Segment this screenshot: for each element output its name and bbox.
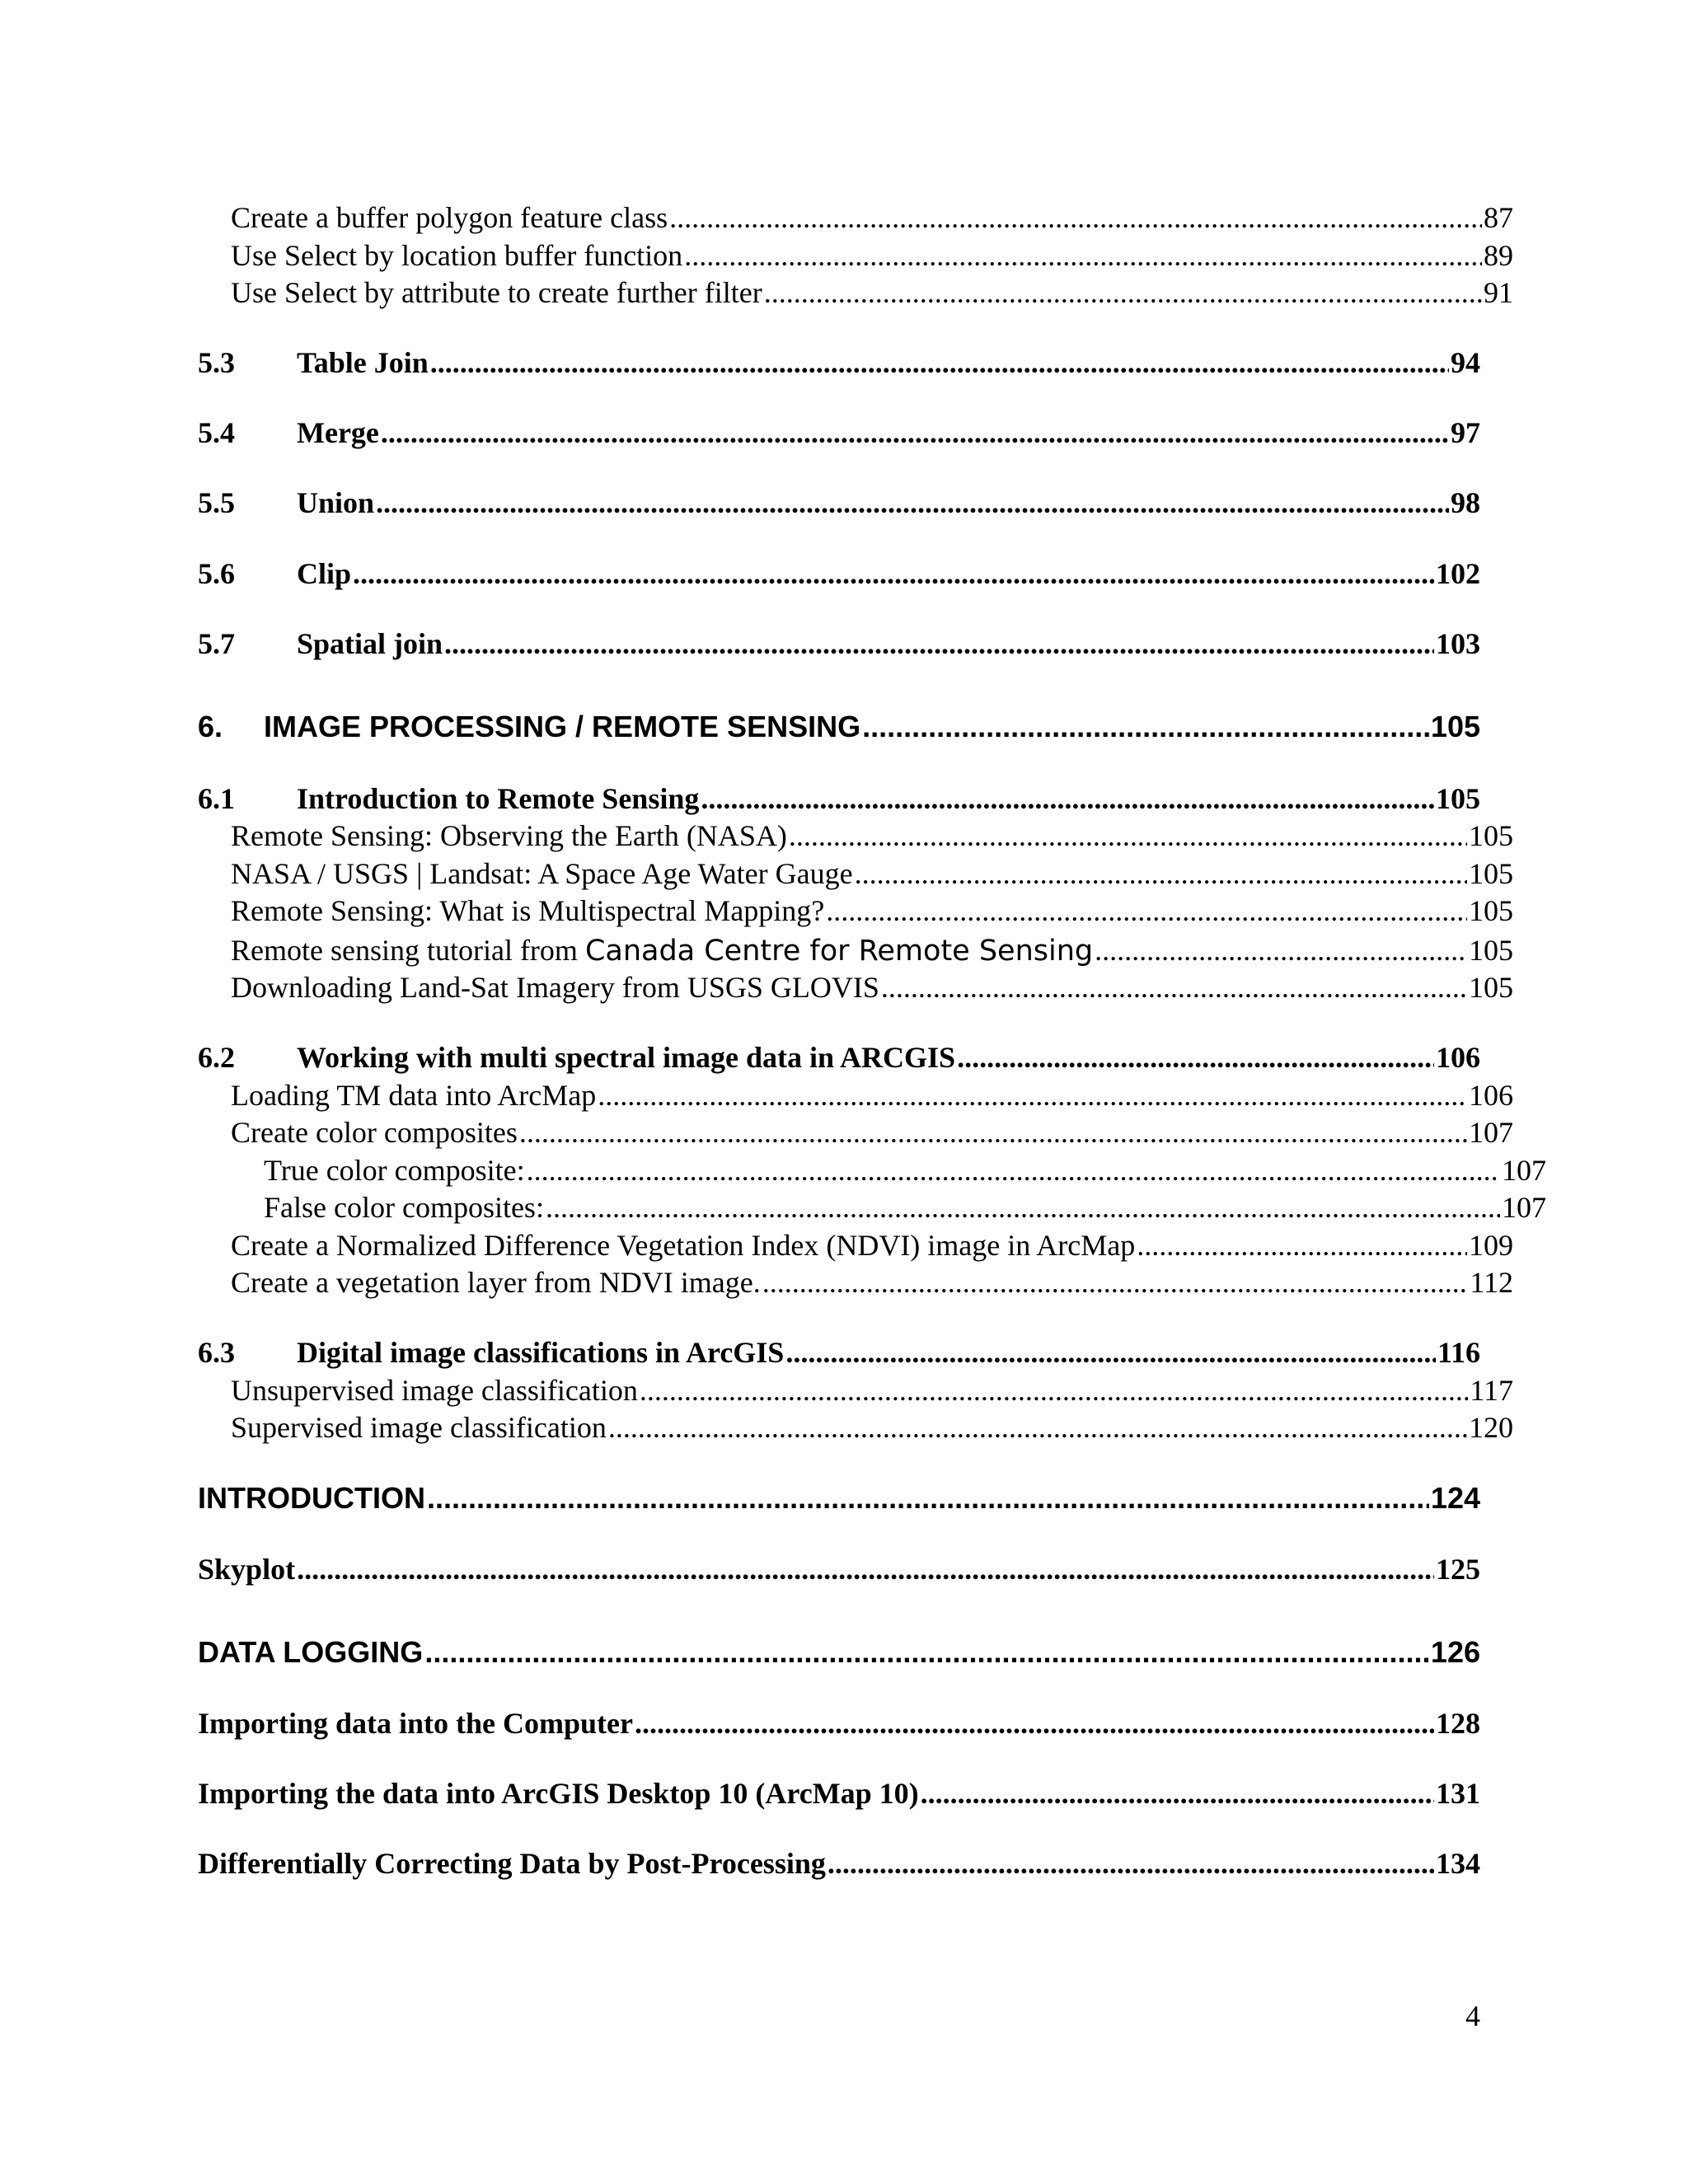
toc-entry-number: 6.3: [198, 1336, 235, 1369]
dot-leader: [669, 200, 1482, 235]
toc-entry-page: 91: [1484, 276, 1513, 309]
toc-entry-page: 89: [1484, 239, 1513, 272]
dot-leader: [921, 1776, 1434, 1811]
toc-entry-title-text: Supervised image classification: [231, 1411, 607, 1444]
toc-entry-page: 87: [1484, 201, 1513, 234]
toc-entry-title: [231, 275, 762, 310]
toc-entry-page: 94: [1451, 346, 1480, 379]
toc-entry-title: [231, 818, 787, 853]
toc-entry[interactable]: [198, 1373, 1513, 1408]
toc-entry-title-text: False color composites:: [264, 1191, 544, 1224]
toc-entry-title-text: Importing the data into ArcGIS Desktop 10 (ArcMap 10): [198, 1777, 919, 1810]
toc-entry-title: [198, 1846, 826, 1881]
dot-leader: [598, 1078, 1467, 1113]
toc-entry-page: 105: [1469, 934, 1513, 967]
dot-leader: [640, 1373, 1468, 1408]
toc-entry-title-text: Use Select by location buffer function: [231, 239, 683, 272]
toc-entry-page: 116: [1437, 1336, 1480, 1369]
toc-entry-title-text: Create a vegetation layer from NDVI image.: [231, 1266, 761, 1299]
toc-entry-page: 105: [1430, 710, 1480, 743]
toc-entry-page: 98: [1451, 486, 1480, 519]
dot-leader: [785, 1335, 1436, 1370]
toc-entry-page: 105: [1469, 971, 1513, 1004]
toc-entry[interactable]: [198, 781, 1480, 816]
toc-entry-title: [231, 1115, 518, 1150]
toc-entry-title-text: Remote sensing tutorial from: [231, 934, 585, 967]
toc-entry-title: [264, 1190, 544, 1225]
toc-entry-number: 5.7: [198, 627, 235, 660]
toc-entry-page: 107: [1502, 1191, 1546, 1224]
dot-leader: [635, 1706, 1434, 1741]
toc-entry-title: [297, 556, 351, 591]
toc-entry-title: [297, 1040, 955, 1075]
toc-entry-page: 109: [1469, 1229, 1513, 1262]
dot-leader: [862, 710, 1429, 744]
toc-entry-page: 125: [1436, 1553, 1480, 1586]
dot-leader: [828, 1846, 1434, 1881]
dot-leader: [546, 1190, 1500, 1225]
toc-entry[interactable]: [198, 933, 1513, 968]
toc-entry-title-text: True color composite:: [264, 1154, 525, 1187]
dot-leader: [789, 818, 1467, 853]
toc-entry-title-alt-font: Canada Centre for Remote Sensing: [584, 935, 1094, 968]
toc-entry-page: 105: [1469, 894, 1513, 927]
toc-entry-title: [264, 1153, 525, 1188]
toc-entry-title-text: Create a Normalized Difference Vegetation Index (NDVI) image in ArcMap: [231, 1229, 1136, 1262]
page-number: 4: [1465, 1999, 1480, 2032]
toc-entry[interactable]: [198, 275, 1513, 310]
toc-entry-title-text: Skyplot: [198, 1553, 296, 1586]
dot-leader: [608, 1410, 1467, 1445]
toc-entry-page: 131: [1436, 1777, 1480, 1810]
toc-entry-title: [297, 781, 699, 816]
toc-entry-page: 105: [1469, 857, 1513, 890]
toc-entry-page: 107: [1502, 1154, 1546, 1187]
toc-entry-title-text: Working with multi spectral image data in ARCGIS: [297, 1041, 956, 1074]
dot-leader: [297, 1552, 1434, 1586]
toc-entry-page: 102: [1436, 557, 1480, 590]
dot-leader: [826, 893, 1467, 928]
dot-leader: [1137, 1228, 1467, 1263]
toc-entry-page: 134: [1436, 1847, 1480, 1880]
toc-entry-title: [297, 415, 379, 450]
toc-entry-title-text: Use Select by attribute to create further filter: [231, 276, 762, 309]
toc-entry-title-text: Differentially Correcting Data by Post-Processing: [198, 1847, 826, 1880]
toc-entry[interactable]: [198, 893, 1513, 928]
toc-entry-title: [231, 1228, 1135, 1263]
dot-leader: [855, 856, 1467, 891]
toc-entry-title-text: DATA LOGGING: [198, 1635, 424, 1669]
toc-entry-number: 5.6: [198, 557, 235, 590]
toc-entry-title: [198, 1706, 633, 1741]
toc-entry-title: [231, 1373, 638, 1408]
toc-entry-title-text: Remote Sensing: Observing the Earth (NASA): [231, 819, 787, 852]
toc-entry-title-text: Create a buffer polygon feature class: [231, 201, 668, 234]
toc-entry-title: [198, 1635, 423, 1670]
toc-entry-page: 112: [1470, 1266, 1513, 1299]
toc-entry-number: 5.3: [198, 346, 235, 379]
dot-leader: [444, 626, 1434, 661]
toc-entry-title: [297, 485, 374, 520]
dot-leader: [519, 1115, 1467, 1150]
toc-entry-page: 126: [1430, 1635, 1480, 1669]
toc-entry-number: 5.5: [198, 486, 235, 519]
toc-entry-page: 124: [1430, 1481, 1480, 1515]
toc-entry-title: [198, 1552, 295, 1586]
toc-entry-title-text: INTRODUCTION: [198, 1481, 425, 1515]
toc-entry-title: [198, 1776, 919, 1811]
dot-leader: [701, 781, 1434, 816]
dot-leader: [527, 1153, 1500, 1188]
toc-entry-title: [231, 970, 879, 1005]
toc-entry-title: [231, 200, 668, 235]
toc-entry[interactable]: [198, 415, 1480, 450]
dot-leader: [430, 345, 1449, 380]
toc-entry-title-text: Create color composites: [231, 1116, 518, 1149]
dot-leader: [427, 1481, 1429, 1516]
toc-entry-title-text: Remote Sensing: What is Multispectral Mapping?: [231, 894, 825, 927]
dot-leader: [1095, 933, 1467, 968]
toc-entry[interactable]: [198, 1335, 1480, 1370]
toc-entry-title: [297, 626, 443, 661]
toc-entry[interactable]: [198, 970, 1513, 1005]
toc-entry[interactable]: [198, 626, 1480, 661]
toc-entry-number: 6.2: [198, 1041, 235, 1074]
toc-entry[interactable]: [198, 1552, 1480, 1586]
toc-entry-title: [231, 893, 824, 928]
toc-entry[interactable]: [198, 1115, 1513, 1150]
toc-entry-title-text: Importing data into the Computer: [198, 1707, 633, 1740]
toc-entry-title: [231, 1078, 596, 1113]
toc-entry-title: [297, 1335, 784, 1370]
toc-entry[interactable]: [198, 1040, 1480, 1075]
toc-entry-page: 120: [1469, 1411, 1513, 1444]
toc-entry-title: [231, 238, 682, 273]
toc-entry-number: 5.4: [198, 416, 235, 449]
dot-leader: [684, 238, 1482, 273]
toc-entry-title: [198, 1481, 425, 1516]
dot-leader: [424, 1635, 1429, 1670]
toc-entry-title-text: Unsupervised image classification: [231, 1374, 638, 1407]
toc-entry[interactable]: [198, 1153, 1546, 1188]
toc-entry[interactable]: [198, 200, 1513, 235]
toc-entry-title-text: Loading TM data into ArcMap: [231, 1079, 597, 1112]
toc-entry-page: 106: [1469, 1079, 1513, 1112]
toc-entry-title-text: Clip: [297, 557, 352, 590]
toc-entry-page: 105: [1436, 782, 1480, 815]
toc-entry[interactable]: [198, 485, 1480, 520]
toc-entry-page: 106: [1436, 1041, 1480, 1074]
toc-entry-title-text: Digital image classifications in ArcGIS: [297, 1336, 785, 1369]
toc-entry[interactable]: [198, 856, 1513, 891]
toc-entry[interactable]: [198, 556, 1480, 591]
toc-entry-page: 105: [1469, 819, 1513, 852]
toc-entry[interactable]: [198, 1265, 1513, 1300]
toc-entry-page: 117: [1470, 1374, 1513, 1407]
toc-entry-title-text: Table Join: [297, 346, 429, 379]
toc-entry[interactable]: [198, 710, 1480, 744]
toc-entry-title-text: Introduction to Remote Sensing: [297, 782, 700, 815]
toc-entry[interactable]: [198, 1706, 1480, 1741]
toc-entry[interactable]: [198, 1410, 1513, 1445]
toc-entry-page: 128: [1436, 1707, 1480, 1740]
toc-entry-page: 107: [1469, 1116, 1513, 1149]
toc-entry[interactable]: [198, 1481, 1480, 1516]
toc-entry-title: [231, 1410, 607, 1445]
toc-entry[interactable]: [198, 238, 1513, 273]
toc-entry[interactable]: [198, 1228, 1513, 1263]
toc-entry-page: 103: [1436, 627, 1480, 660]
toc-entry-number: 6.1: [198, 782, 235, 815]
toc-entry-title: [231, 933, 1093, 968]
dot-leader: [957, 1040, 1434, 1075]
dot-leader: [881, 970, 1467, 1005]
toc-entry-number: 6.: [198, 710, 223, 743]
toc-entry-title-text: Spatial join: [297, 627, 443, 660]
toc-entry[interactable]: [198, 1846, 1480, 1881]
toc-entry-page: 97: [1451, 416, 1480, 449]
dot-leader: [764, 275, 1482, 310]
dot-leader: [381, 415, 1449, 450]
toc-entry[interactable]: [198, 818, 1513, 853]
dot-leader: [762, 1265, 1469, 1300]
toc-entry-title-text: Merge: [297, 416, 379, 449]
toc-entry-title: [231, 856, 853, 891]
dot-leader: [353, 556, 1434, 591]
toc-entry-title-text: NASA / USGS | Landsat: A Space Age Water Gauge: [231, 857, 853, 890]
dot-leader: [376, 485, 1449, 520]
toc-entry-title-text: Downloading Land-Sat Imagery from USGS GLOVIS: [231, 971, 879, 1004]
toc-entry[interactable]: [198, 1078, 1513, 1113]
toc-entry-title-text: IMAGE PROCESSING / REMOTE SENSING: [264, 710, 861, 743]
toc-entry[interactable]: [198, 1635, 1480, 1670]
toc-entry-title: [264, 710, 860, 744]
toc-entry-title: [297, 345, 429, 380]
toc-entry-title: [231, 1265, 761, 1300]
toc-entry[interactable]: [198, 345, 1480, 380]
toc-entry[interactable]: [198, 1776, 1480, 1811]
toc-entry[interactable]: [198, 1190, 1546, 1225]
toc-entry-title-text: Union: [297, 486, 375, 519]
